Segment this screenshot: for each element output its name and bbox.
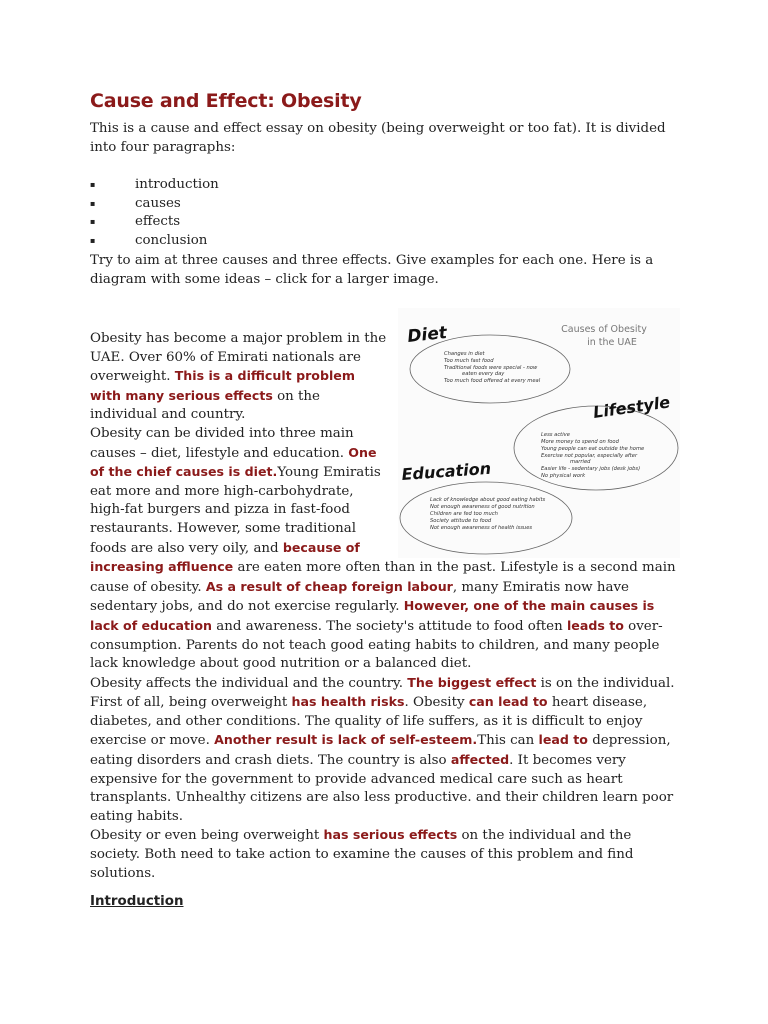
highlighted-phrase: lead to bbox=[538, 732, 588, 748]
education-item: Not enough awareness of good nutrition bbox=[430, 504, 535, 510]
diet-label: Diet bbox=[406, 322, 448, 347]
education-item: Society attitude to food bbox=[430, 518, 492, 524]
highlighted-phrase: can lead to bbox=[468, 694, 548, 710]
essay-text: Obesity can be divided into three main causes – diet, lifestyle and education. bbox=[90, 425, 354, 461]
page-title: Cause and Effect: Obesity bbox=[90, 90, 362, 112]
diet-item: Traditional foods were special - now bbox=[444, 365, 538, 371]
education-item: Children are fed too much bbox=[430, 511, 498, 517]
bullet-marker: ▪ bbox=[90, 217, 96, 227]
highlighted-phrase: affected bbox=[450, 752, 510, 768]
essay-text: over-consumption. Parents do not teach good eating habits to children, and many people lack knowledge about good nutrition or a balanced diet. bbox=[90, 618, 663, 672]
list-item-text: causes bbox=[135, 195, 181, 211]
highlighted-phrase: has serious effects bbox=[323, 827, 458, 843]
education-item: Not enough awareness of health issues bbox=[430, 525, 533, 531]
essay-text: Young Emiratis eat more and more high-carbohydrate, high-fat burgers and pizza in fast-food restaurants. However, some traditional foods are also very oily, and bbox=[90, 465, 381, 556]
essay-text: Obesity or even being overweight bbox=[90, 828, 324, 844]
essay-text: . It becomes very expensive for the government to provide advanced medical care such as heart transplants. Unhealthy citizens are also less productive. and their children learn poor eating habits. bbox=[90, 753, 674, 824]
diagram-svg bbox=[398, 308, 680, 558]
diet-item: Too much fast food bbox=[444, 358, 494, 364]
highlighted-phrase: has health risks bbox=[291, 694, 405, 710]
highlighted-phrase: The biggest effect bbox=[407, 674, 537, 690]
obesity-diagram-image[interactable] bbox=[398, 308, 680, 558]
lifestyle-item: More money to spend on food bbox=[541, 439, 619, 445]
lifestyle-item: No physical work bbox=[541, 473, 586, 479]
highlighted-phrase: One of the chief causes is diet. bbox=[90, 444, 377, 480]
essay-text: are eaten more often than in the past. Lifestyle is a second main cause of obesity. bbox=[90, 560, 676, 595]
intro-paragraph: This is a cause and effect essay on obesity (being overweight or too fat). It is divided into four paragraphs: bbox=[90, 121, 666, 155]
diagram-title-line2: in the UAE bbox=[587, 337, 637, 348]
essay-body bbox=[90, 322, 680, 883]
lifestyle-item: Easier life - sedentary jobs (desk jobs) bbox=[541, 466, 641, 472]
essay-text: on the individual and the society. Both need to take action to examine the causes of this problem and find solutions. bbox=[90, 828, 634, 881]
lifestyle-label: Lifestyle bbox=[591, 392, 672, 422]
highlighted-phrase: leads to bbox=[566, 617, 624, 633]
diet-item: Changes in diet bbox=[444, 351, 485, 357]
lifestyle-item: married bbox=[570, 459, 591, 465]
diet-item: Too much food offered at every meal bbox=[444, 378, 541, 384]
highlighted-phrase: This is a difficult problem with many serious effects bbox=[90, 368, 355, 403]
highlighted-phrase: Another result is lack of self-esteem. bbox=[214, 732, 478, 748]
education-label: Education bbox=[400, 458, 492, 484]
essay-text: and awareness. The society's attitude to food often bbox=[212, 618, 567, 634]
introduction-heading: Introduction bbox=[90, 894, 184, 909]
essay-text: depression, eating disorders and crash diets. The country is also bbox=[90, 733, 671, 769]
essay-text: This can bbox=[477, 733, 539, 749]
essay-text: Obesity has become a major problem in the UAE. Over 60% of Emirati nationals are overweight. bbox=[90, 331, 387, 385]
highlighted-phrase: However, one of the main causes is lack of education bbox=[90, 598, 655, 633]
essay-text: . Obesity bbox=[404, 695, 469, 711]
essay-text: Obesity affects the individual and the country. bbox=[90, 675, 408, 691]
highlighted-phrase: As a result of cheap foreign labour bbox=[205, 578, 453, 594]
list-item-text: introduction bbox=[135, 177, 219, 192]
diet-item: eaten every day bbox=[462, 371, 505, 377]
essay-text: on the individual and country. bbox=[90, 388, 320, 423]
lifestyle-item: Young people can eat outside the home bbox=[541, 446, 645, 452]
highlighted-phrase: because of increasing affluence bbox=[90, 539, 360, 575]
aim-paragraph: Try to aim at three causes and three effects. Give examples for each one. Here is a diagram with some ideas – click for a larger image. bbox=[90, 253, 654, 287]
essay-text: is on the individual. First of all, being overweight bbox=[90, 675, 675, 711]
essay-text: heart disease, diabetes, and other conditions. The quality of life suffers, as it is difficult to enjoy exercise or move. bbox=[90, 695, 648, 749]
lifestyle-item: Exercise not popular, especially after bbox=[541, 453, 638, 459]
lifestyle-item: Less active bbox=[541, 432, 570, 438]
bullet-marker: ▪ bbox=[90, 180, 96, 189]
diagram-title-line1: Causes of Obesity bbox=[561, 324, 647, 335]
list-item-text: effects bbox=[135, 214, 181, 230]
bullet-marker: ▪ bbox=[90, 235, 96, 245]
list-item-text: conclusion bbox=[135, 232, 208, 248]
essay-text: , many Emiratis now have sedentary jobs, and do not exercise regularly. bbox=[90, 579, 629, 615]
education-item: Lack of knowledge about good eating habits bbox=[430, 497, 546, 503]
bullet-marker: ▪ bbox=[90, 198, 96, 208]
